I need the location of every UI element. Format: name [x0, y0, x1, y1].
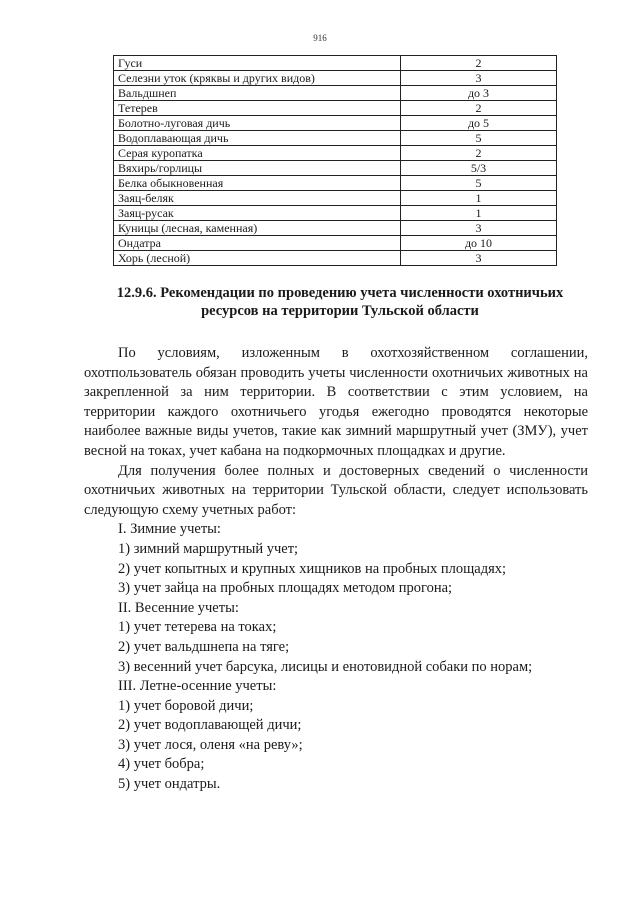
quota-value-cell: до 3	[401, 86, 557, 101]
paragraph-conditions: По условиям, изложенным в охотхозяйственном соглашении, охотпользователь обязан проводить учеты численности охотничьих животных на закрепленной за ним территории. В соответствии с этим условием, на территории каждого охотничьего угодья ежегодно проводятся некоторые наиболее важные виды учетов, такие как зимний маршрутный учет (ЗМУ), учет весной на токах, учет кабана на подкормочных площадках и другие.	[84, 345, 588, 459]
table-row	[114, 176, 557, 191]
table-row	[114, 206, 557, 221]
table-row	[114, 71, 557, 86]
summer-autumn-counts-title: III. Летне-осенние учеты:	[118, 678, 277, 695]
species-name-cell: Белка обыкновенная	[114, 176, 401, 191]
list-item: 5) учет ондатры.	[118, 776, 221, 793]
table-row	[114, 101, 557, 116]
species-name-cell: Водоплавающая дичь	[114, 131, 401, 146]
table-row	[114, 86, 557, 101]
species-name-cell: Вальдшнеп	[114, 86, 401, 101]
list-item: 1) учет боровой дичи;	[118, 697, 254, 714]
quota-value-cell: 1	[401, 206, 557, 221]
species-name-cell: Заяц-русак	[114, 206, 401, 221]
species-name-cell: Селезни уток (кряквы и других видов)	[114, 71, 401, 86]
section-heading	[90, 284, 590, 320]
winter-counts-title: I. Зимние учеты:	[118, 521, 221, 538]
species-name-cell: Гуси	[114, 56, 401, 71]
table-row	[114, 131, 557, 146]
spring-counts-title: II. Весенние учеты:	[118, 599, 239, 616]
table-row	[114, 251, 557, 266]
species-name-cell: Заяц-беляк	[114, 191, 401, 206]
list-item: 3) учет лося, оленя «на реву»;	[118, 736, 303, 753]
quota-value-cell: 3	[401, 251, 557, 266]
table-row	[114, 56, 557, 71]
section-heading-line-1: 12.9.6. Рекомендации по проведению учета численности охотничьих	[116, 285, 564, 301]
table-row	[114, 191, 557, 206]
species-name-cell: Болотно-луговая дичь	[114, 116, 401, 131]
quota-value-cell: 5	[401, 176, 557, 191]
quota-value-cell: 1	[401, 191, 557, 206]
quota-value-cell: 5	[401, 131, 557, 146]
table-row	[114, 161, 557, 176]
quota-value-cell: 2	[401, 101, 557, 116]
list-item: 3) учет зайца на пробных площадях методом прогона;	[118, 580, 453, 597]
table-row	[114, 146, 557, 161]
quota-table	[113, 55, 557, 266]
species-name-cell: Ондатра	[114, 236, 401, 251]
species-name-cell: Хорь (лесной)	[114, 251, 401, 266]
quota-table-body	[114, 56, 557, 266]
species-name-cell: Куницы (лесная, каменная)	[114, 221, 401, 236]
list-item: 2) учет вальдшнепа на тяге;	[118, 638, 290, 655]
list-item: 2) учет водоплавающей дичи;	[118, 717, 302, 734]
section-heading-line-2: ресурсов на территории Тульской области	[201, 303, 479, 319]
body-text	[84, 344, 588, 795]
table-row	[114, 221, 557, 236]
quota-value-cell: 5/3	[401, 161, 557, 176]
species-name-cell: Серая куропатка	[114, 146, 401, 161]
quota-value-cell: 2	[401, 56, 557, 71]
quota-value-cell: 2	[401, 146, 557, 161]
list-item: 3) весенний учет барсука, лисицы и енотовидной собаки по норам;	[118, 658, 533, 675]
list-item: 2) учет копытных и крупных хищников на пробных площадях;	[118, 560, 507, 577]
quota-value-cell: 3	[401, 221, 557, 236]
table-row	[114, 236, 557, 251]
quota-value-cell: 3	[401, 71, 557, 86]
quota-value-cell: до 5	[401, 116, 557, 131]
list-item: 1) зимний маршрутный учет;	[118, 540, 299, 557]
list-item: 4) учет бобра;	[118, 756, 205, 773]
paragraph-scheme: Для получения более полных и достоверных сведений о численности охотничьих животных на территории Тульской области, следует использовать следующую схему учетных работ:	[84, 462, 588, 518]
list-item: 1) учет тетерева на токах;	[118, 619, 277, 636]
species-name-cell: Вяхирь/горлицы	[114, 161, 401, 176]
page-number: 916	[313, 33, 327, 43]
quota-value-cell: до 10	[401, 236, 557, 251]
species-name-cell: Тетерев	[114, 101, 401, 116]
table-row	[114, 116, 557, 131]
